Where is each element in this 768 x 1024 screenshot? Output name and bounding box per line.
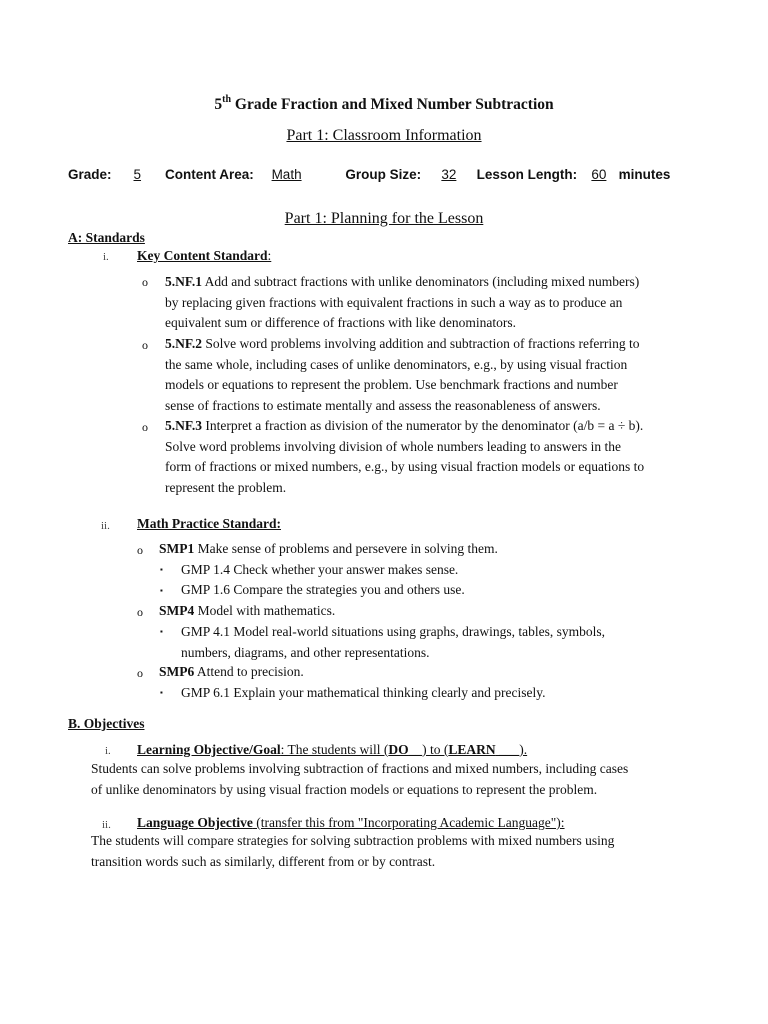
language-objective-text: The students will compare strategies for solving subtraction problems with mixed numbers using transition words such as similarly, different from or by contrast. [91,833,615,869]
numeral-ii: ii. [102,819,111,831]
content-area-label: Content Area: [165,167,254,182]
grade-label: Grade: [68,167,112,182]
bullet-circle: o [137,666,143,680]
bullet-square: ▪ [160,688,163,697]
document-title: 5th Grade Fraction and Mixed Number Subtraction [214,94,554,113]
bullet-circle: o [142,275,148,289]
smp1: SMP1 Make sense of problems and persevere in solving them. [159,541,498,556]
lesson-length-value: 60 [591,167,607,182]
gmp-6-1: GMP 6.1 Explain your mathematical thinking clearly and precisely. [181,685,546,700]
learning-objective-prompt: Learning Objective/Goal: The students will (DO__) to (LEARN ___). [137,742,528,757]
standard-5nf1: 5.NF.1 Add and subtract fractions with unlike denominators (including mixed numbers) by replacing given fractions with equivalent fractions in such a way as to produce an equivalent sum or difference of fractions with like denominators. [165,274,640,330]
part1-classroom-heading: Part 1: Classroom Information [286,127,482,144]
language-objective-prompt: Language Objective (transfer this from "Incorporating Academic Language"): [137,815,565,830]
smp6: SMP6 Attend to precision. [159,664,304,679]
group-size-value: 32 [441,167,457,182]
part1-planning-heading: Part 1: Planning for the Lesson [284,210,484,227]
key-content-standard-label: Key Content Standard: [137,248,272,263]
smp4: SMP4 Model with mathematics. [159,603,336,618]
lesson-length-label: Lesson Length: [476,167,578,182]
standard-5nf3: 5.NF.3 Interpret a fraction as division of the numerator by the denominator (a/b = a ÷ b). Solve word problems involving division of whole numbers leading to answers in the form of fractions or mixed numbers, e.g., by using visual fraction models or equations to represent the problem. [165,418,645,495]
bullet-square: ▪ [160,565,163,574]
bullet-circle: o [142,338,148,352]
bullet-square: ▪ [160,586,163,595]
bullet-circle: o [137,543,143,557]
numeral-i: i. [103,251,109,263]
numeral-ii: ii. [101,520,110,532]
group-size-label: Group Size: [345,167,422,182]
classroom-info-row [68,167,670,182]
bullet-circle: o [137,605,143,619]
objectives-heading: B. Objectives [68,716,145,731]
bullet-circle: o [142,420,148,434]
learning-objective-text: Students can solve problems involving subtraction of fractions and mixed numbers, including cases of unlike denominators by using visual fraction models or equations to represent the problem. [91,761,629,797]
numeral-i: i. [105,745,111,757]
math-practice-standard-label: Math Practice Standard: [137,516,281,531]
standard-5nf2: 5.NF.2 Solve word problems involving addition and subtraction of fractions referring to the same whole, including cases of unlike denominators, e.g., by using visual fraction models or equations to represent the problem. Use benchmark fractions and number sense of fractions to estimate mentally and assess the reasonableness of answers. [165,336,640,413]
grade-value: 5 [133,167,142,182]
lesson-length-unit: minutes [618,167,671,182]
bullet-square: ▪ [160,627,163,636]
gmp-1-4: GMP 1.4 Check whether your answer makes sense. [181,562,459,577]
gmp-4-1: GMP 4.1 Model real-world situations using graphs, drawings, tables, symbols, numbers, diagrams, and other representations. [181,624,605,660]
standards-heading: A: Standards [68,230,145,245]
content-area-value: Math [271,167,302,182]
gmp-1-6: GMP 1.6 Compare the strategies you and others use. [181,582,465,597]
